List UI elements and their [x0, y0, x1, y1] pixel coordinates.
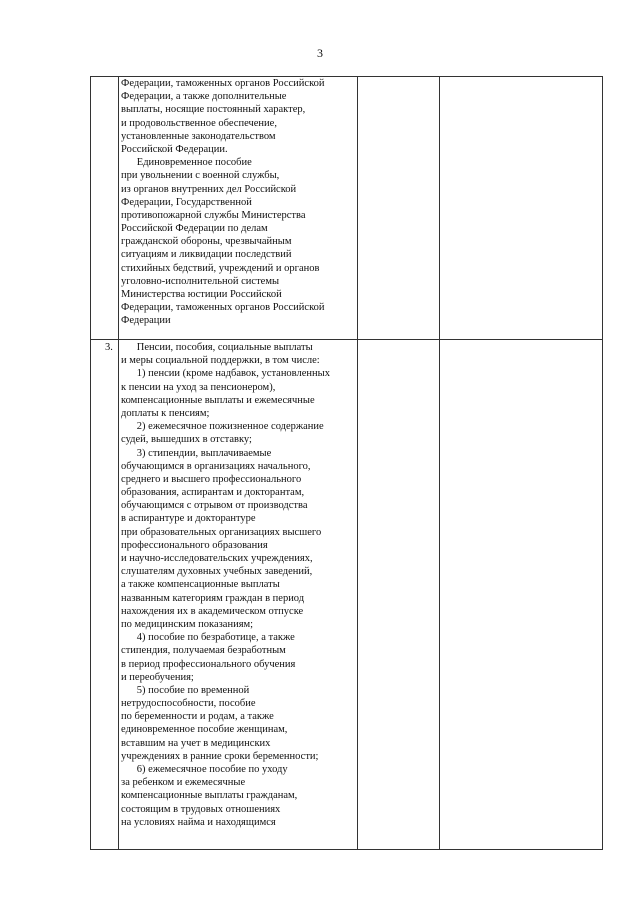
row-description-cell [119, 340, 357, 850]
text-line: и переобучения; [121, 671, 194, 683]
text-line: 4) пособие по безработице, а также [121, 632, 295, 644]
text-line: на условиях найма и находящимся [121, 816, 276, 828]
text-line: и продовольственное обеспечение, [121, 117, 277, 129]
text-line: установленные законодательством [121, 130, 276, 142]
text-line: гражданской обороны, чрезвычайным [121, 236, 292, 248]
empty-cell [439, 340, 602, 850]
text-line: 3) стипендии, выплачиваемые [121, 447, 272, 459]
row-number-cell: 3. [91, 340, 119, 850]
text-line: по медицинским показаниям; [121, 618, 254, 630]
empty-cell [439, 77, 602, 340]
text-line: профессионального образования [121, 539, 268, 551]
text-line: вставшим на учет в медицинских [121, 737, 271, 749]
table-row [91, 340, 603, 850]
text-line: 5) пособие по временной [121, 684, 250, 696]
text-line: 6) ежемесячное пособие по уходу [121, 764, 288, 775]
text-line: стипендия, получаемая безработным [121, 645, 286, 657]
text-line: выплаты, носящие постоянный характер, [121, 104, 306, 116]
text-line: доплаты к пенсиям; [121, 407, 210, 419]
text-line: Российской Федерации по делам [121, 223, 268, 235]
text-line: единовременное пособие женщинам, [121, 724, 288, 736]
text-line: из органов внутренних дел Российской [121, 183, 297, 195]
row-description-cell [119, 77, 357, 340]
text-line: в аспирантуре и докторантуре [121, 513, 256, 525]
text-line: при увольнении с военной службы, [121, 170, 280, 182]
text-line: при образовательных организациях высшего [121, 526, 322, 538]
text-line: стихийных бедствий, учреждений и органов [121, 262, 320, 274]
text-line: Российской Федерации. [121, 143, 228, 155]
text-line: в период профессионального обучения [121, 658, 296, 670]
text-line: состоящим в трудовых отношениях [121, 803, 281, 815]
text-line: ситуациям и ликвидации последствий [121, 249, 292, 261]
text-line: за ребенком и ежемесячные [121, 777, 246, 789]
text-line: а также компенсационные выплаты [121, 579, 280, 591]
text-line: учреждениях в ранние сроки беременности; [121, 750, 319, 762]
text-line: слушателям духовных учебных заведений, [121, 566, 313, 578]
text-line: судей, вышедших в отставку; [121, 434, 252, 446]
text-line: обучающимся с отрывом от производства [121, 500, 308, 512]
text-line: нетрудоспособности, пособие [121, 698, 256, 710]
text-line: Единовременное пособие [121, 157, 252, 169]
text-line: Министерства юстиции Российской [121, 289, 282, 300]
text-line: Федерации, таможенных органов Российской [121, 302, 325, 314]
text-line: компенсационные выплаты и ежемесячные [121, 394, 315, 406]
text-line: и научно-исследовательских учреждениях, [121, 553, 313, 564]
text-line: Федерации, а также дополнительные [121, 91, 287, 103]
text-line: по беременности и родам, а также [121, 711, 274, 723]
text-line: уголовно-исполнительной системы [121, 275, 280, 287]
text-line: нахождения их в академическом отпуске [121, 605, 304, 617]
text-line: 1) пенсии (кроме надбавок, установленных [121, 368, 330, 380]
page-number: 3 [317, 46, 323, 60]
income-table [90, 76, 603, 850]
empty-cell [357, 340, 439, 850]
text-line: образования, аспирантам и докторантам, [121, 487, 305, 499]
text-line: к пенсии на уход за пенсионером), [121, 381, 276, 393]
text-line: обучающимся в организациях начального, [121, 460, 311, 472]
table-row [91, 77, 603, 340]
row-number-cell [91, 77, 119, 340]
text-line: Федерации, Государственной [121, 196, 252, 208]
empty-cell [357, 77, 439, 340]
text-line: Федерации [121, 315, 171, 327]
text-line: 2) ежемесячное пожизненное содержание [121, 421, 324, 433]
text-line: и меры социальной поддержки, в том числе: [121, 355, 320, 367]
text-line: противопожарной службы Министерства [121, 209, 306, 221]
text-line: Пенсии, пособия, социальные выплаты [121, 342, 313, 353]
text-line: среднего и высшего профессионального [121, 473, 302, 485]
text-line: Федерации, таможенных органов Российской [121, 78, 325, 89]
text-line: названным категориям граждан в период [121, 592, 305, 604]
text-line: компенсационные выплаты гражданам, [121, 790, 298, 802]
